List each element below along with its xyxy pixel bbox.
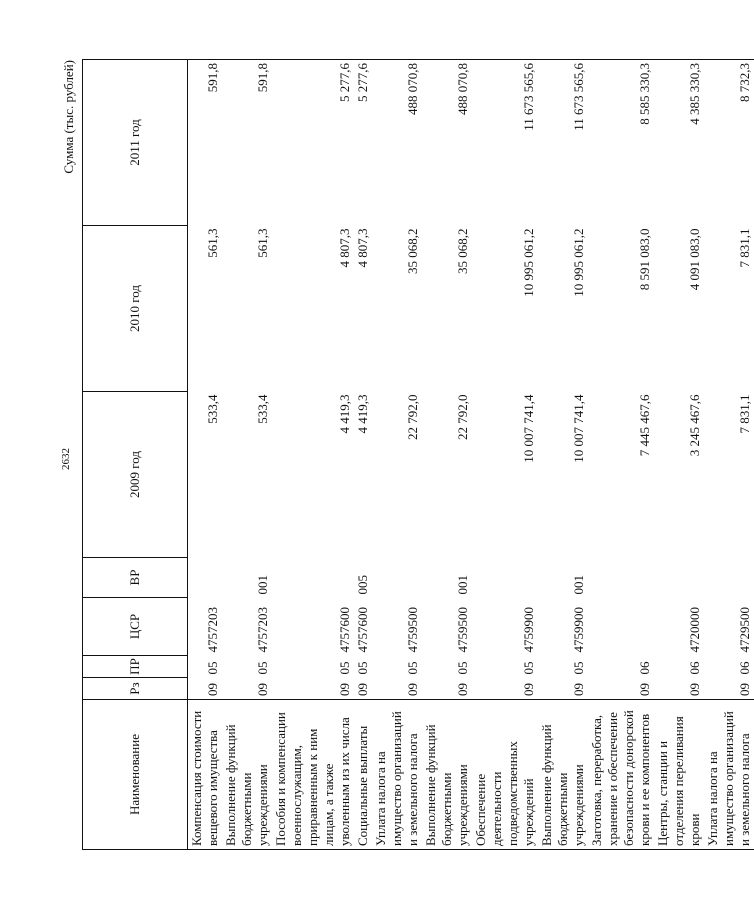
cell-rz: 09 <box>355 683 370 696</box>
cell-vr: 005 <box>355 575 370 595</box>
header-pr: ПР <box>83 656 188 678</box>
cell-2010: 8 591 083,0 <box>637 228 652 291</box>
cell-csr: 4759900 <box>571 607 586 653</box>
cell-2009: 22 792,0 <box>455 394 470 440</box>
cell-rz: 09 <box>687 683 702 696</box>
cell-vr <box>472 558 538 598</box>
table-row <box>538 60 588 850</box>
cell-2009: 22 792,0 <box>405 394 420 440</box>
cell-name: Выполнение функций бюджетными учреждениями <box>422 700 472 850</box>
cell-csr: 4759500 <box>455 607 470 653</box>
cell-csr <box>588 598 654 656</box>
cell-name: Заготовка, переработка, хранение и обеспечение безопасности донорской крови и ее компонентов <box>588 700 654 850</box>
budget-table <box>82 59 754 850</box>
cell-pr: 05 <box>455 661 470 675</box>
page-number: 2632 <box>60 448 72 470</box>
cell-rz: 09 <box>571 683 586 696</box>
table-row <box>704 60 754 850</box>
cell-name: Уплата налога на имущество организаций и земельного налога <box>372 700 422 850</box>
cell-rz: 09 <box>205 683 220 696</box>
cell-2010: 561,3 <box>255 228 270 258</box>
cell-vr <box>372 558 422 598</box>
cell-rz: 09 <box>337 683 352 696</box>
cell-name: Уплата налога на имущество организаций и земельного налога <box>704 700 754 850</box>
cell-vr: 001 <box>255 575 270 595</box>
cell-rz: 09 <box>455 683 470 696</box>
cell-2011: 5 277,6 <box>354 60 372 226</box>
cell-csr: 4757203 <box>205 607 220 653</box>
header-2011: 2011 год <box>83 60 188 226</box>
cell-pr: 05 <box>405 661 420 675</box>
cell-rz: 09 <box>521 683 536 696</box>
cell-vr <box>654 558 704 598</box>
cell-pr: 05 <box>571 661 586 675</box>
units-caption: Сумма (тыс. рублей) <box>61 60 76 174</box>
cell-vr <box>188 558 223 598</box>
cell-vr <box>272 558 354 598</box>
cell-2009: 7 831,1 <box>737 394 752 434</box>
header-rz: Рз <box>83 678 188 700</box>
cell-csr: 4759900 <box>521 607 536 653</box>
cell-name: Пособия и компенсации военнослужащим, приравненным к ним лицам, а также уволенным из их числа <box>272 700 354 850</box>
cell-2011: 11 673 565,6 <box>472 60 538 226</box>
cell-csr: 4757600 <box>355 607 370 653</box>
cell-csr: 4757203 <box>255 607 270 653</box>
cell-pr: 06 <box>637 661 652 675</box>
cell-pr: 05 <box>337 661 352 675</box>
table-row <box>372 60 422 850</box>
cell-2011: 8 732,3 <box>704 60 754 226</box>
table-body <box>188 60 754 850</box>
table-row <box>588 60 654 850</box>
cell-2011: 5 277,6 <box>272 60 354 226</box>
cell-2010: 4 091 083,0 <box>687 228 702 291</box>
table-header <box>83 60 188 850</box>
cell-2009: 533,4 <box>255 394 270 424</box>
table-row <box>272 60 354 850</box>
cell-name: Выполнение функций бюджетными учреждениями <box>538 700 588 850</box>
cell-rz: 09 <box>637 683 652 696</box>
cell-2009: 533,4 <box>205 394 220 424</box>
cell-pr: 06 <box>737 661 752 675</box>
table-row <box>222 60 272 850</box>
table-row <box>188 60 223 850</box>
header-vr: ВР <box>83 558 188 598</box>
header-name: Наименование <box>83 700 188 850</box>
header-csr: ЦСР <box>83 598 188 656</box>
cell-name: Обеспечение деятельности подведомственных учреждений <box>472 700 538 850</box>
cell-name: Социальные выплаты <box>354 700 372 850</box>
cell-csr: 4757600 <box>337 607 352 653</box>
cell-vr <box>704 558 754 598</box>
cell-2011: 591,8 <box>188 60 223 226</box>
cell-2009: 10 007 741,4 <box>521 394 536 463</box>
table-row <box>422 60 472 850</box>
rotated-page <box>60 60 752 850</box>
cell-vr: 001 <box>571 575 586 595</box>
cell-2011: 4 385 330,3 <box>654 60 704 226</box>
cell-2010: 10 995 061,2 <box>521 228 536 297</box>
table-row <box>354 60 372 850</box>
cell-2010: 4 807,3 <box>355 228 370 268</box>
table-row <box>472 60 538 850</box>
cell-name: Выполнение функций бюджетными учреждениями <box>222 700 272 850</box>
cell-csr: 4729500 <box>737 607 752 653</box>
header-2010: 2010 год <box>83 226 188 392</box>
cell-2010: 35 068,2 <box>405 228 420 274</box>
cell-rz: 09 <box>405 683 420 696</box>
header-2009: 2009 год <box>83 392 188 558</box>
cell-vr <box>588 558 654 598</box>
cell-name: Центры, станции и отделения переливания крови <box>654 700 704 850</box>
cell-2009: 4 419,3 <box>355 394 370 434</box>
cell-2009: 10 007 741,4 <box>571 394 586 463</box>
cell-2009: 4 419,3 <box>337 394 352 434</box>
cell-pr: 05 <box>355 661 370 675</box>
cell-2011: 591,8 <box>222 60 272 226</box>
cell-2011: 488 070,8 <box>372 60 422 226</box>
cell-pr: 05 <box>255 661 270 675</box>
cell-name: Компенсация стоимости вещевого имущества <box>188 700 223 850</box>
cell-2010: 561,3 <box>205 228 220 258</box>
cell-2010: 7 831,1 <box>737 228 752 268</box>
cell-vr: 001 <box>455 575 470 595</box>
table-row <box>654 60 704 850</box>
cell-pr: 05 <box>521 661 536 675</box>
cell-2011: 8 585 330,3 <box>588 60 654 226</box>
cell-pr: 06 <box>687 661 702 675</box>
cell-csr: 4759500 <box>405 607 420 653</box>
cell-pr: 05 <box>205 661 220 675</box>
cell-rz: 09 <box>737 683 752 696</box>
cell-rz: 09 <box>255 683 270 696</box>
cell-2010: 4 807,3 <box>337 228 352 268</box>
cell-2011: 11 673 565,6 <box>538 60 588 226</box>
cell-2010: 10 995 061,2 <box>571 228 586 297</box>
cell-2009: 3 245 467,6 <box>687 394 702 457</box>
cell-csr: 4720000 <box>687 607 702 653</box>
cell-2010: 35 068,2 <box>455 228 470 274</box>
cell-2011: 488 070,8 <box>422 60 472 226</box>
cell-2009: 7 445 467,6 <box>637 394 652 457</box>
